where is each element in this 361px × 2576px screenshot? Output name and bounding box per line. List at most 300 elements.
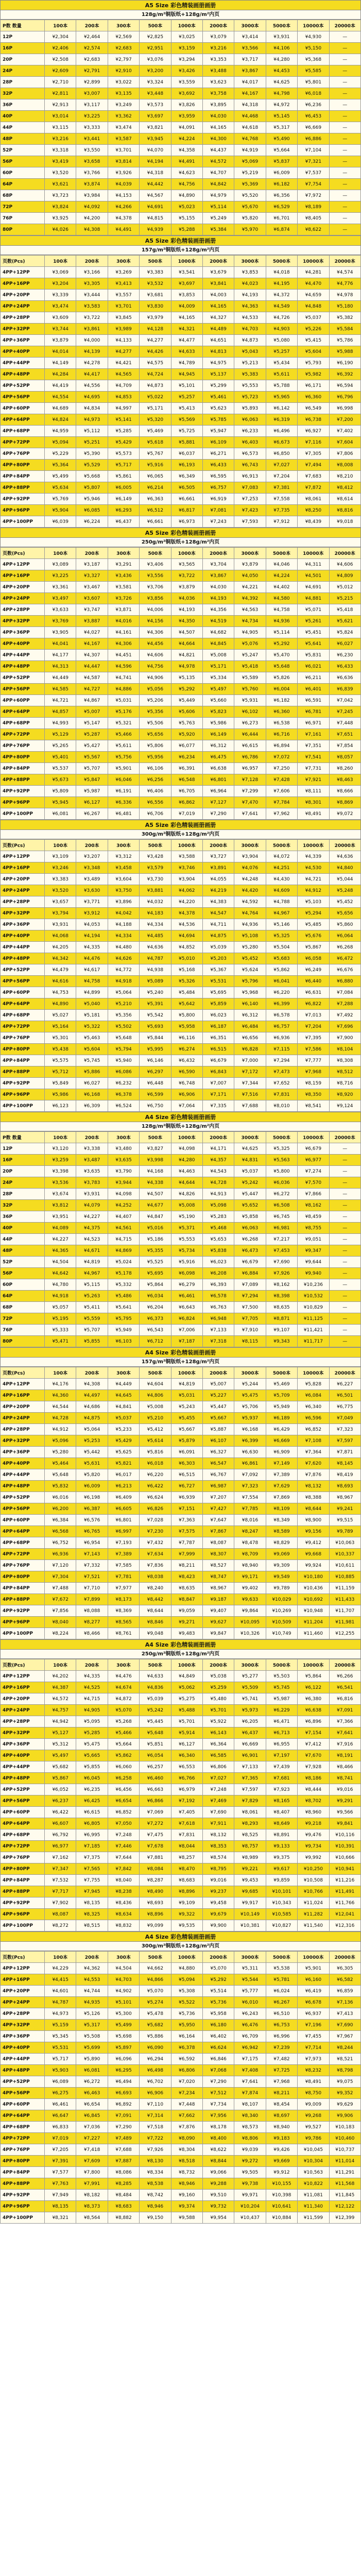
price-cell: ¥11,707	[329, 1605, 360, 1617]
header-row	[1, 1132, 361, 1143]
price-cell: ¥4,967	[76, 1268, 108, 1279]
price-cell: ¥4,281	[298, 267, 329, 278]
price-cell: ¥9,679	[202, 1909, 234, 1920]
price-cell: ¥5,734	[171, 1245, 202, 1257]
price-cell: ¥7,418	[76, 2144, 108, 2156]
price-cell: ¥6,182	[266, 179, 297, 190]
price-cell: ¥6,419	[298, 1986, 329, 1997]
price-cell: ¥4,507	[140, 1189, 171, 1200]
price-cell: ¥6,748	[171, 1078, 202, 1089]
price-cell: ¥8,940	[234, 1560, 266, 1571]
table-row	[1, 1078, 361, 1089]
table-row	[1, 1875, 361, 1886]
price-cell: ¥8,173	[108, 1594, 139, 1605]
price-cell: ¥7,565	[76, 1863, 108, 1875]
price-cell: ¥9,685	[234, 1886, 266, 1897]
page-count-label: 4PP+52PP	[1, 380, 45, 392]
price-cell: ¥9,971	[234, 2190, 266, 2201]
price-cell: ¥9,347	[298, 1245, 329, 1257]
price-cell: ¥5,333	[45, 1325, 76, 1336]
page-count-label: 4PP+84PP	[1, 1055, 45, 1066]
price-cell: ¥10,063	[329, 1537, 360, 1549]
price-cell: ¥5,470	[266, 650, 297, 661]
price-cell: ¥5,861	[108, 471, 139, 482]
price-cell: ¥7,036	[76, 2122, 108, 2133]
price-cell: ¥6,496	[266, 426, 297, 437]
price-cell: ¥6,471	[266, 1716, 297, 1727]
price-cell: ¥7,470	[234, 797, 266, 808]
section-title: A5 Size 彩色精装画册画册	[0, 0, 361, 10]
price-cell: ¥4,645	[108, 1390, 139, 1401]
price-cell: ¥5,292	[266, 638, 297, 650]
price-cell: ¥4,764	[234, 908, 266, 919]
page-count-label: 4PP+16PP	[1, 570, 45, 582]
price-cell: ¥7,972	[298, 190, 329, 201]
price-cell: ¥8,307	[202, 1549, 234, 1560]
price-cell: ¥7,968	[298, 1066, 329, 1078]
page-count-label: 4PP+72PP	[1, 2133, 45, 2144]
price-cell: ¥9,099	[140, 1920, 171, 1931]
price-cell: ¥7,806	[329, 448, 360, 460]
price-cell: ¥9,535	[171, 1920, 202, 1931]
price-cell: ¥6,757	[266, 1021, 297, 1032]
price-cell: ¥8,649	[266, 1818, 297, 1829]
price-cell: ¥8,444	[298, 1784, 329, 1795]
price-cell: ¥9,352	[329, 2088, 360, 2099]
price-cell: ¥6,017	[108, 1469, 139, 1481]
page-count-label: 4PP+28PP	[1, 2008, 45, 2020]
price-cell: ¥3,428	[140, 851, 171, 862]
price-cell: ¥6,190	[329, 358, 360, 369]
price-cell: ¥7,381	[266, 482, 297, 494]
table-row	[1, 1594, 361, 1605]
price-cell: ¥3,766	[76, 167, 108, 179]
price-cell: ¥11,491	[329, 1886, 360, 1897]
price-cell: ¥6,590	[171, 1066, 202, 1078]
price-cell: ¥6,107	[202, 1435, 234, 1447]
price-cell: ¥3,348	[76, 862, 108, 874]
price-cell: ¥5,190	[171, 1211, 202, 1223]
price-cell: ¥7,207	[202, 1492, 234, 1503]
table-row	[1, 494, 361, 505]
page-count-label: 4PP+48PP	[1, 661, 45, 672]
price-cell: ¥6,463	[76, 2088, 108, 2099]
price-cell: ¥6,892	[108, 2099, 139, 2110]
price-cell: ¥7,842	[108, 1863, 139, 1875]
price-cell: ¥6,103	[108, 1336, 139, 1347]
price-cell: ¥4,451	[108, 650, 139, 661]
price-cell: ¥3,414	[234, 31, 266, 43]
price-cell: ¥6,392	[329, 369, 360, 380]
price-cell: ¥10,183	[329, 2122, 360, 2133]
table-row	[1, 582, 361, 593]
quantity-header: 200本	[76, 1659, 108, 1671]
price-cell: —	[329, 145, 360, 156]
table-row	[1, 2212, 361, 2224]
price-cell: ¥5,821	[108, 1458, 139, 1469]
price-cell: ¥6,268	[234, 1234, 266, 1245]
price-cell: ¥6,556	[140, 797, 171, 808]
table-row	[1, 43, 361, 54]
price-cell: ¥7,763	[45, 2178, 76, 2190]
price-cell: ¥5,064	[76, 1424, 108, 1435]
price-cell: ¥7,586	[298, 1044, 329, 1055]
price-cell: ¥5,559	[76, 1313, 108, 1325]
price-cell: ¥5,621	[329, 616, 360, 627]
quantity-header: 300本	[108, 20, 139, 31]
price-cell: ¥8,564	[76, 2212, 108, 2224]
price-cell: ¥10,101	[266, 1886, 297, 1897]
page-count-label: 4PP+64PP	[1, 414, 45, 426]
table-row	[1, 1526, 361, 1537]
price-cell: ¥3,069	[45, 267, 76, 278]
price-cell: ¥5,210	[140, 1413, 171, 1424]
page-count-label: 4PP+88PP	[1, 1594, 45, 1605]
price-cell: ¥6,716	[266, 729, 297, 740]
price-cell: ¥8,459	[298, 1211, 329, 1223]
price-cell: ¥6,894	[266, 740, 297, 752]
price-cell: ¥5,973	[234, 1705, 266, 1716]
price-cell: ¥7,318	[202, 1336, 234, 1347]
price-cell: ¥5,497	[45, 1750, 76, 1761]
table-row	[1, 1503, 361, 1515]
quantity-header: 200本	[76, 840, 108, 851]
quantity-header: 100本	[45, 1132, 76, 1143]
price-cell: ¥5,670	[234, 201, 266, 213]
price-cell: ¥6,384	[45, 1515, 76, 1526]
page-count-label: 4PP+48PP	[1, 953, 45, 964]
price-cell: ¥4,671	[76, 1245, 108, 1257]
price-cell: ¥5,986	[202, 718, 234, 729]
table-row	[1, 2201, 361, 2212]
price-cell: ¥4,848	[298, 301, 329, 312]
price-cell: ¥10,563	[298, 2167, 329, 2178]
price-cell: ¥8,795	[202, 1863, 234, 1875]
price-cell: ¥8,211	[266, 2088, 297, 2099]
price-cell: ¥8,325	[76, 1909, 108, 1920]
price-cell: ¥7,973	[298, 2054, 329, 2065]
price-table	[0, 839, 361, 1112]
table-row	[1, 392, 361, 403]
table-row	[1, 1739, 361, 1750]
price-cell: ¥5,897	[108, 2042, 139, 2054]
page-count-label: 4PP+16PP	[1, 862, 45, 874]
page-count-label: 72P	[1, 201, 45, 213]
price-cell: ¥4,306	[108, 638, 139, 650]
price-cell: ¥4,664	[171, 638, 202, 650]
table-row	[1, 65, 361, 77]
price-cell: ¥5,265	[45, 740, 76, 752]
price-cell: ¥8,755	[298, 1223, 329, 1234]
page-count-label: 4PP+92PP	[1, 1897, 45, 1909]
price-cell: ¥8,697	[266, 2110, 297, 2122]
price-cell: ¥5,261	[298, 616, 329, 627]
price-cell: ¥4,362	[76, 1963, 108, 1974]
table-row	[1, 604, 361, 616]
price-cell: ¥5,368	[298, 54, 329, 65]
price-cell: ¥6,168	[234, 1424, 266, 1435]
price-section	[0, 528, 361, 820]
price-cell: ¥4,168	[140, 1166, 171, 1177]
price-cell: ¥5,849	[45, 1078, 76, 1089]
price-cell: ¥3,989	[108, 324, 139, 335]
price-cell: ¥6,833	[45, 2122, 76, 2133]
price-cell: ¥4,543	[202, 1166, 234, 1177]
price-cell: ¥5,213	[234, 358, 266, 369]
price-cell: ¥4,200	[76, 213, 108, 224]
price-cell: ¥6,230	[329, 650, 360, 661]
price-cell: ¥5,499	[108, 2020, 139, 2031]
page-count-label: 4PP+24PP	[1, 1705, 45, 1716]
price-cell: ¥6,937	[298, 2008, 329, 2020]
price-cell: ¥4,165	[202, 301, 234, 312]
table-row	[1, 1671, 361, 1682]
price-cell: ¥10,381	[234, 1920, 266, 1931]
page-count-label: 4PP+100PP	[1, 808, 45, 820]
price-cell: ¥3,291	[108, 559, 139, 570]
price-cell: ¥8,882	[108, 2212, 139, 2224]
price-cell: ¥7,171	[202, 1089, 234, 1100]
price-cell: ¥7,453	[266, 1245, 297, 1257]
quantity-header: 2000本	[202, 1659, 234, 1671]
page-count-label: 4PP+60PP	[1, 987, 45, 998]
table-row	[1, 1200, 361, 1211]
price-cell: ¥4,300	[202, 133, 234, 145]
price-cell: ¥7,234	[171, 2088, 202, 2099]
price-cell: ¥5,384	[202, 224, 234, 235]
price-cell: ¥4,741	[108, 672, 139, 684]
page-count-label: 36P	[1, 99, 45, 111]
price-cell: ¥8,016	[234, 1515, 266, 1526]
price-cell: ¥10,508	[298, 1875, 329, 1886]
price-cell: ¥6,052	[45, 1784, 76, 1795]
price-cell: ¥8,683	[108, 2201, 139, 2212]
price-cell: ¥7,558	[266, 494, 297, 505]
price-cell: ¥5,322	[76, 1021, 108, 1032]
price-cell: ¥5,777	[234, 1986, 266, 1997]
price-cell: ¥7,500	[234, 1302, 266, 1313]
price-cell: ¥5,299	[202, 380, 234, 392]
price-cell: ¥6,432	[171, 1055, 202, 1066]
price-cell: ¥5,575	[45, 1055, 76, 1066]
price-cell: ¥6,977	[45, 1841, 76, 1852]
page-count-label: 4PP+84PP	[1, 471, 45, 482]
price-cell: ¥11,081	[298, 2190, 329, 2201]
price-cell: ¥8,090	[171, 2133, 202, 2144]
price-cell: ¥4,905	[76, 1705, 108, 1716]
price-cell: ¥3,079	[202, 31, 234, 43]
page-count-label: 44P	[1, 122, 45, 133]
page-count-label: 4PP+16PP	[1, 278, 45, 290]
price-cell: ¥7,110	[140, 2099, 171, 2110]
table-row	[1, 2042, 361, 2054]
price-cell: ¥10,885	[329, 1571, 360, 1583]
page-count-label: 4PP+52PP	[1, 1492, 45, 1503]
price-cell: ¥7,007	[202, 1078, 234, 1089]
price-cell: ¥7,408	[234, 2065, 266, 2076]
quantity-header: 3000本	[234, 1659, 266, 1671]
price-cell: ¥9,483	[171, 1628, 202, 1639]
price-cell: ¥3,426	[171, 65, 202, 77]
price-cell: ¥3,630	[76, 885, 108, 896]
page-count-label: 4PP+40PP	[1, 638, 45, 650]
price-cell: ¥7,321	[298, 156, 329, 167]
price-cell: ¥6,425	[76, 1795, 108, 1807]
page-count-label: 80P	[1, 1336, 45, 1347]
price-cell: ¥4,978	[171, 661, 202, 672]
table-row	[1, 2054, 361, 2065]
price-cell: ¥8,454	[266, 2099, 297, 2110]
price-cell: ¥8,272	[45, 1920, 76, 1931]
price-cell: ¥6,327	[202, 1447, 234, 1458]
price-cell: ¥3,604	[108, 874, 139, 885]
table-row	[1, 1424, 361, 1435]
price-cell: ¥9,048	[140, 1628, 171, 1639]
price-cell: ¥5,108	[234, 930, 266, 942]
price-cell: ¥10,641	[266, 2201, 297, 2212]
table-row	[1, 2099, 361, 2110]
price-cell: ¥5,769	[45, 494, 76, 505]
price-cell: ¥9,841	[329, 1818, 360, 1829]
price-cell: ¥3,305	[76, 278, 108, 290]
price-cell: ¥4,156	[140, 616, 171, 627]
price-cell: ¥3,532	[140, 278, 171, 290]
price-cell: ¥6,229	[266, 1705, 297, 1716]
price-cell: ¥7,133	[202, 1325, 234, 1336]
price-cell: ¥7,108	[298, 1435, 329, 1447]
table-row	[1, 471, 361, 482]
price-cell: ¥5,525	[140, 1257, 171, 1268]
table-row	[1, 1727, 361, 1739]
price-cell: ¥7,876	[171, 2122, 202, 2133]
quantity-header: 3000本	[234, 20, 266, 31]
quantity-header: 100本	[45, 256, 76, 267]
price-cell: ¥4,715	[76, 1693, 108, 1705]
price-cell: ¥7,829	[234, 1795, 266, 1807]
quantity-header: 5000本	[266, 1952, 297, 1963]
price-cell: ¥7,172	[234, 1066, 266, 1078]
price-cell: —	[329, 201, 360, 213]
price-cell: ¥4,695	[76, 392, 108, 403]
price-cell: ¥3,022	[108, 77, 139, 88]
page-count-label: 52P	[1, 145, 45, 156]
price-cell: ¥9,218	[298, 1818, 329, 1829]
price-cell: ¥5,706	[234, 1401, 266, 1413]
price-cell: ¥6,927	[298, 426, 329, 437]
price-cell: ¥8,512	[329, 1066, 360, 1078]
price-cell: ¥6,631	[298, 987, 329, 998]
price-cell: ¥8,369	[108, 1605, 139, 1617]
page-count-label: 4PP+56PP	[1, 976, 45, 987]
price-cell: ¥6,106	[140, 763, 171, 774]
price-cell: ¥8,515	[76, 1920, 108, 1931]
page-count-label: 4PP+36PP	[1, 919, 45, 930]
price-cell: ¥8,111	[298, 786, 329, 797]
price-cell: ¥5,862	[108, 1750, 139, 1761]
price-cell: ¥5,317	[266, 122, 297, 133]
table-row	[1, 706, 361, 718]
price-cell: ¥7,787	[171, 1537, 202, 1549]
price-cell: ¥6,391	[171, 763, 202, 774]
price-cell: ¥3,747	[76, 604, 108, 616]
page-count-label: 4PP+84PP	[1, 763, 45, 774]
price-cell: ¥9,912	[266, 2167, 297, 2178]
price-cell: ¥4,032	[140, 896, 171, 908]
price-cell: ¥6,948	[202, 1313, 234, 1325]
price-cell: ¥2,811	[45, 88, 76, 99]
price-cell: ¥11,125	[298, 1313, 329, 1325]
price-cell: ¥3,706	[140, 582, 171, 593]
table-row	[1, 369, 361, 380]
price-cell: ¥3,881	[140, 885, 171, 896]
price-cell: ¥6,312	[202, 740, 234, 752]
corner-label: 页数(Pcs)	[1, 1952, 45, 1963]
price-cell: ¥4,415	[45, 1974, 76, 1986]
price-cell: ¥3,559	[171, 77, 202, 88]
price-cell: ¥10,236	[298, 1279, 329, 1291]
table-row	[1, 729, 361, 740]
price-cell: ¥5,390	[76, 448, 108, 460]
price-cell: ¥4,009	[171, 301, 202, 312]
price-cell: ¥4,721	[45, 695, 76, 706]
price-cell: ¥5,317	[76, 2020, 108, 2031]
page-count-label: 4PP+56PP	[1, 2088, 45, 2099]
price-cell: ¥5,391	[140, 998, 171, 1010]
price-cell: ¥6,884	[234, 1268, 266, 1279]
price-cell: ¥3,841	[202, 278, 234, 290]
price-cell: ¥6,363	[140, 494, 171, 505]
price-cell: ¥7,439	[266, 1761, 297, 1773]
page-count-label: 4PP+36PP	[1, 335, 45, 346]
section-subtitle: 250g/m²铜版纸+128g/m²内页	[0, 538, 361, 547]
price-cell: ¥4,014	[45, 346, 76, 358]
price-cell: ¥7,928	[298, 1761, 329, 1773]
price-cell: ¥8,635	[266, 1302, 297, 1313]
price-cell: ¥5,356	[140, 706, 171, 718]
price-cell: ¥4,572	[45, 1693, 76, 1705]
price-cell: ¥3,891	[202, 862, 234, 874]
price-cell: ¥3,905	[45, 627, 76, 638]
price-cell: ¥11,981	[329, 1617, 360, 1628]
price-cell: ¥4,674	[108, 1682, 139, 1693]
price-cell: ¥4,905	[234, 627, 266, 638]
price-cell: ¥5,801	[298, 77, 329, 88]
price-cell: ¥5,553	[171, 1234, 202, 1245]
price-cell: ¥6,596	[298, 1413, 329, 1424]
page-count-label: 48P	[1, 1245, 45, 1257]
price-cell: ¥7,274	[298, 1166, 329, 1177]
price-cell: ¥6,524	[108, 1100, 139, 1112]
page-count-label: 4PP+68PP	[1, 1537, 45, 1549]
price-cell: ¥4,788	[266, 896, 297, 908]
price-cell: ¥6,146	[140, 1055, 171, 1066]
price-cell: ¥4,183	[140, 908, 171, 919]
price-cell: ¥8,844	[202, 2156, 234, 2167]
price-cell: ¥4,039	[108, 179, 139, 190]
price-cell: ¥6,578	[266, 1010, 297, 1021]
page-count-label: 4PP+84PP	[1, 2167, 45, 2178]
price-cell: ¥5,480	[202, 1693, 234, 1705]
price-cell: ¥7,800	[76, 2167, 108, 2178]
price-cell: ¥5,008	[171, 1200, 202, 1211]
price-cell: ¥3,497	[45, 593, 76, 604]
price-cell: ¥5,242	[234, 1177, 266, 1189]
price-cell: ¥3,717	[234, 54, 266, 65]
price-cell: ¥4,873	[140, 380, 171, 392]
price-section	[0, 1347, 361, 1639]
table-row	[1, 414, 361, 426]
page-count-label: 4PP+44PP	[1, 650, 45, 661]
